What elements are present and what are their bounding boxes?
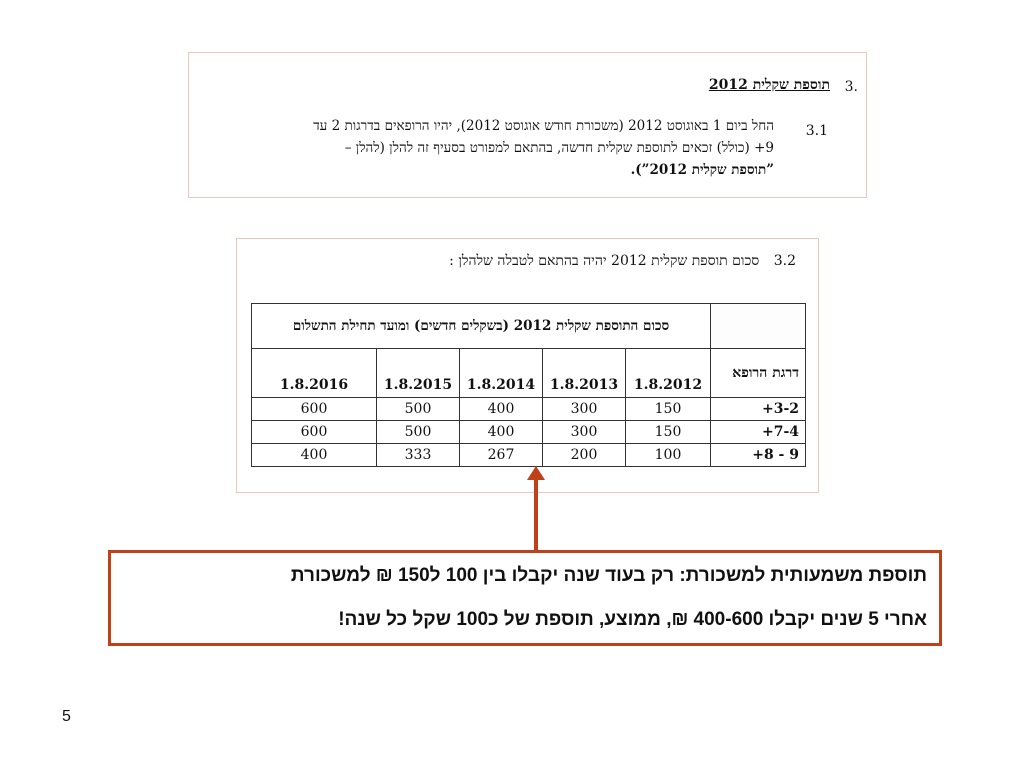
- paragraph-line: החל ביום 1 באוגוסט 2012 (משכורת חודש אוגוסט 2012), יהיו הרופאים בדרגות 2 עד: [313, 118, 774, 134]
- section-paragraph: [204, 115, 774, 181]
- group-header: סכום התוספת שקלית 2012 (בשקלים חדשים) ומועד תחילת התשלום: [252, 304, 711, 349]
- table-row: [252, 421, 806, 444]
- level-cell: 7-4+: [711, 421, 806, 444]
- table-row: [252, 444, 806, 467]
- value-cell: 150: [626, 421, 711, 444]
- caption-text: סכום תוספת שקלית 2012 יהיה בהתאם לטבלה שלהלן :: [449, 253, 760, 269]
- highlight-note-box: [108, 550, 942, 646]
- section-3-excerpt: [188, 52, 867, 198]
- date-header: 1.8.2013: [543, 349, 626, 398]
- date-header: 1.8.2012: [626, 349, 711, 398]
- value-cell: 500: [377, 398, 460, 421]
- section-number: .3: [844, 79, 858, 95]
- value-cell: 400: [460, 398, 543, 421]
- note-line: תוספת משמעותית למשכורת: רק בעוד שנה יקבלו בין 100 ל150 ₪ למשכורת: [290, 565, 927, 586]
- paragraph-line: 9+ (כולל) זכאים לתוספת שקלית חדשה, בהתאם למפורט בסעיף זה להלן (להלן –: [344, 140, 774, 156]
- value-cell: 600: [252, 421, 377, 444]
- date-header: 1.8.2015: [377, 349, 460, 398]
- value-cell: 333: [377, 444, 460, 467]
- value-cell: 400: [252, 444, 377, 467]
- section-title: תוספת שקלית 2012: [708, 77, 830, 93]
- level-cell: 9 - 8+: [711, 444, 806, 467]
- value-cell: 267: [460, 444, 543, 467]
- table-caption: [449, 253, 796, 270]
- date-header: 1.8.2016: [252, 349, 377, 398]
- value-cell: 100: [626, 444, 711, 467]
- table-row: [252, 398, 806, 421]
- value-cell: 500: [377, 421, 460, 444]
- level-header: דרגת הרופא: [711, 349, 806, 398]
- value-cell: 300: [543, 421, 626, 444]
- level-cell: 3-2+: [711, 398, 806, 421]
- paragraph-line: ”תוספת שקלית 2012”).: [630, 162, 774, 178]
- allowance-table: [251, 303, 806, 467]
- value-cell: 600: [252, 398, 377, 421]
- value-cell: 200: [543, 444, 626, 467]
- arrow-shaft: [534, 478, 538, 550]
- date-header: 1.8.2014: [460, 349, 543, 398]
- section-3-2-excerpt: [236, 238, 819, 493]
- value-cell: 300: [543, 398, 626, 421]
- subsection-number: 3.1: [805, 123, 828, 139]
- empty-header-cell: [711, 304, 806, 349]
- value-cell: 400: [460, 421, 543, 444]
- page-number: 5: [62, 708, 71, 725]
- note-line: אחרי 5 שנים יקבלו 400-600 ₪, ממוצע, תוספת של כ100 שקל כל שנה!: [338, 609, 927, 630]
- value-cell: 150: [626, 398, 711, 421]
- subsection-number: 3.2: [773, 253, 796, 269]
